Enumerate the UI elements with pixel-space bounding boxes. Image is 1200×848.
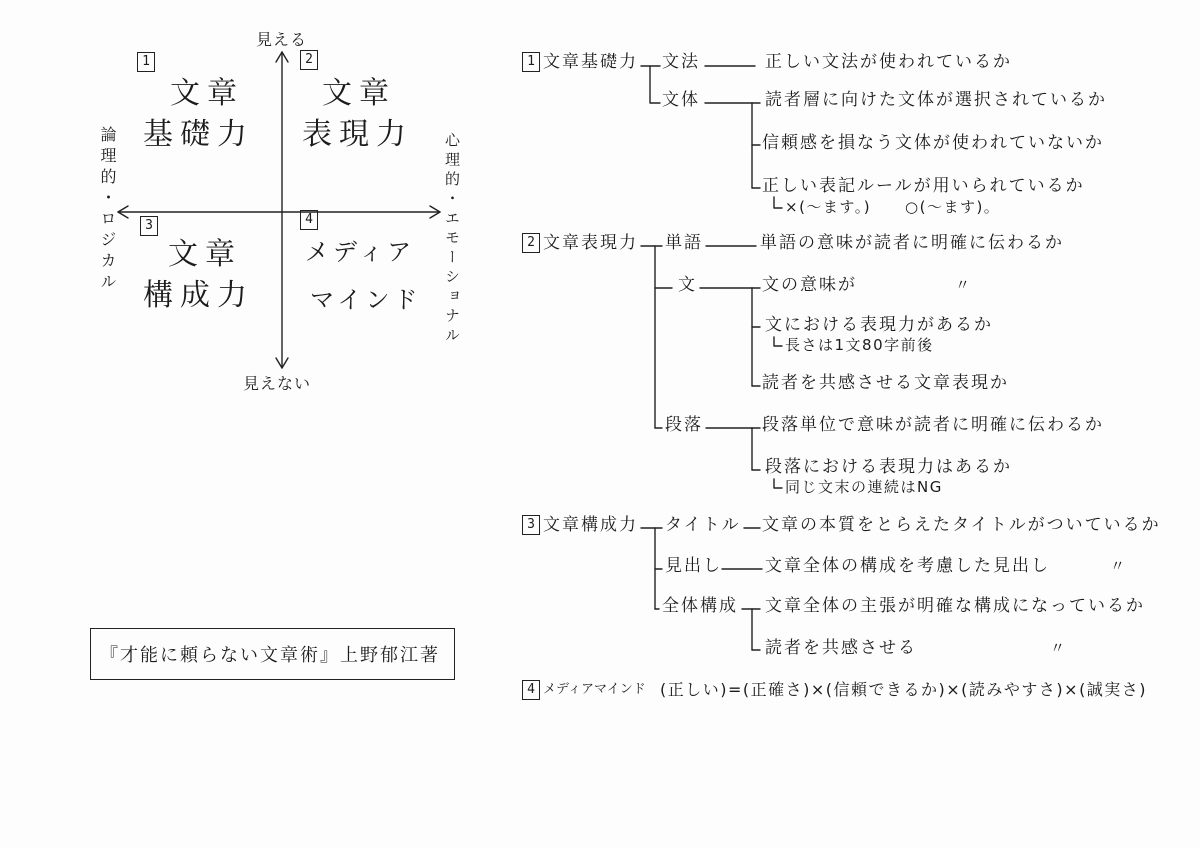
section-number-badge: 2 (522, 233, 540, 253)
axis-bottom-label: 見えない (243, 374, 312, 393)
branch-zentai-ticks (752, 609, 760, 650)
checklist-item: 段落単位で意味が読者に明確に伝わるか (762, 415, 1104, 435)
checklist-item: 文章全体の構成を考慮した見出し (765, 556, 1050, 576)
checklist-item: 信頼感を損なう文体が使われていないか (762, 133, 1104, 153)
section-number-badge: 1 (522, 52, 540, 72)
ditto-mark: 〃 (1050, 639, 1066, 657)
branch-bun-ticks (752, 288, 760, 386)
sub-note: 同じ文末の連続はNG (785, 478, 943, 496)
vertical-axis-top-arrow (276, 52, 288, 62)
branch-label: 文体 (662, 90, 700, 110)
ditto-mark: 〃 (1110, 557, 1126, 575)
axis-top-label: 見える (256, 30, 308, 49)
horizontal-axis-right-arrow (430, 206, 440, 218)
checklist-item: 正しい表記ルールが用いられているか (762, 176, 1085, 196)
checklist-item: 文章全体の主張が明確な構成になっているか (765, 596, 1145, 616)
quadrant-1-line2: 基礎力 (143, 117, 254, 152)
section-number-badge: 4 (522, 680, 540, 700)
quadrant-3-line1: 文章 (168, 237, 242, 272)
checklist-item: 正しい文法が使われているか (765, 52, 1012, 72)
section-title: 文章構成力 (543, 515, 638, 535)
axis-left-label: 論理的・ロジカル (98, 126, 117, 294)
branch-buntai-tick (752, 103, 760, 188)
quadrant-number-badge: 1 (137, 52, 155, 72)
branch-danraku-ticks (752, 428, 760, 470)
checklist-item: 読者を共感させる文章表現か (762, 373, 1009, 393)
tree-section-3-connectors (641, 528, 762, 650)
media-mind-formula: (正しい)=(正確さ)×(信頼できるか)×(読みやすさ)×(誠実さ) (660, 680, 1148, 699)
section-number-badge: 3 (522, 515, 540, 535)
book-reference-box (90, 628, 455, 680)
checklist-item: 文章の本質をとらえたタイトルがついているか (762, 515, 1161, 535)
note-corner-mark (774, 337, 782, 346)
vertical-axis-bottom-arrow (276, 358, 288, 368)
horizontal-axis-left-arrow (118, 206, 128, 218)
branch-label: 見出し (665, 556, 722, 576)
tree-section-2-connectors (641, 246, 782, 488)
tree-section-1-connectors (641, 66, 782, 208)
book-reference-text: 『才能に頼らない文章術』上野郁江著 (100, 645, 440, 666)
checklist-item: 文の意味が (762, 275, 857, 295)
quadrant-2-line2: 表現力 (302, 117, 413, 152)
section-title: 文章表現力 (543, 233, 638, 253)
example-note-bad: ×(〜ます。) (785, 198, 872, 216)
quadrant-3-line2: 構成力 (143, 278, 254, 313)
quadrant-number-badge: 4 (300, 210, 318, 230)
note-corner-mark (774, 197, 782, 208)
quadrant-4-line1: メディア (305, 238, 416, 266)
branch-label: 文 (678, 275, 697, 295)
branch-label: 単語 (665, 233, 703, 253)
checklist-item: 読者を共感させる (765, 638, 917, 658)
branch-label: タイトル (665, 515, 741, 535)
quadrant-2-line1: 文章 (322, 76, 396, 111)
branch-label: 文法 (662, 52, 700, 72)
quadrant-1-line1: 文章 (170, 76, 244, 111)
section-title: 文章基礎力 (543, 52, 638, 72)
checklist-item: 単語の意味が読者に明確に伝わるか (760, 233, 1064, 253)
section-title: メディアマインド (543, 682, 646, 697)
sub-note: 長さは1文80字前後 (785, 336, 934, 354)
section-1-trunk (650, 66, 660, 103)
checklist-item: 段落における表現力はあるか (765, 457, 1012, 477)
axis-right-label: 心理的・エモーショナル (443, 132, 461, 347)
note-corner-mark (774, 479, 782, 488)
branch-label: 段落 (665, 415, 703, 435)
quadrant-number-badge: 3 (140, 216, 158, 236)
quadrant-4-line2: マインド (310, 286, 422, 314)
checklist-item: 文における表現力があるか (765, 315, 993, 335)
example-note-good: ○(〜ます)。 (905, 198, 1001, 216)
quadrant-number-badge: 2 (300, 50, 318, 70)
checklist-item: 読者層に向けた文体が選択されているか (765, 90, 1107, 110)
ditto-mark: 〃 (955, 276, 971, 294)
branch-label: 全体構成 (662, 596, 738, 616)
